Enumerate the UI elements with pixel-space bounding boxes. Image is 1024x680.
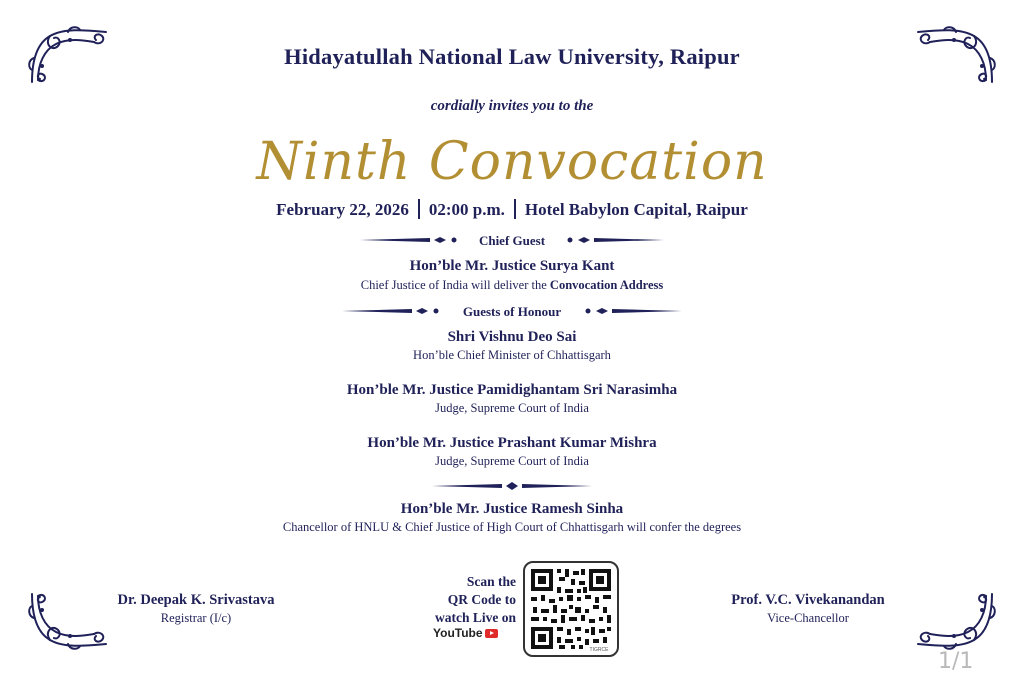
corner-ornament-bottom-right xyxy=(910,586,1000,654)
registrar-title: Registrar (I/c) xyxy=(160,611,232,625)
details-separator xyxy=(418,199,420,219)
qr-watermark-label: TIGRCE xyxy=(589,647,609,653)
guest-name: Shri Vishnu Deo Sai xyxy=(447,329,577,345)
qr-code[interactable] xyxy=(523,561,619,657)
event-date: February 22, 2026 xyxy=(276,200,409,219)
youtube-label xyxy=(433,626,498,640)
youtube-play-icon xyxy=(485,629,498,638)
divider-right-chief-guest xyxy=(564,234,664,246)
chancellor-name: Hon’ble Mr. Justice Ramesh Sinha xyxy=(400,501,624,517)
scan-line: Scan the xyxy=(466,574,516,589)
guest-role: Judge, Supreme Court of India xyxy=(435,454,589,468)
scan-line: QR Code to xyxy=(447,592,516,607)
invite-line: cordially invites you to the xyxy=(430,98,594,114)
divider-chancellor xyxy=(432,480,592,492)
qr-code-pattern xyxy=(525,563,617,655)
page-indicator: 1/1 xyxy=(938,649,974,674)
event-title: Ninth Convocation xyxy=(256,132,768,192)
youtube-text: YouTube xyxy=(433,626,483,640)
event-venue: Hotel Babylon Capital, Raipur xyxy=(524,200,748,219)
details-separator xyxy=(514,199,516,219)
event-time: 02:00 p.m. xyxy=(428,200,505,219)
guest-role: Judge, Supreme Court of India xyxy=(435,401,589,415)
registrar-name: Dr. Deepak K. Srivastava xyxy=(117,592,275,608)
vice-chancellor-title: Vice-Chancellor xyxy=(767,611,849,625)
vice-chancellor-signature-block xyxy=(706,592,910,626)
chief-guest-heading: Chief Guest xyxy=(478,233,546,248)
university-name: Hidayatullah National Law University, Raipur xyxy=(284,44,740,69)
chief-guest-role xyxy=(0,278,1024,293)
chief-guest-role-text: Chief Justice of India will deliver the xyxy=(360,278,547,292)
convocation-address-text: Convocation Address xyxy=(549,278,664,292)
divider-right-guests-of-honour xyxy=(582,305,682,317)
scan-instructions xyxy=(400,573,516,627)
guests-of-honour-heading: Guests of Honour xyxy=(462,304,562,319)
chancellor-role: Chancellor of HNLU & Chief Justice of High Court of Chhattisgarh will confer the degrees xyxy=(282,520,742,534)
scan-line: watch Live on xyxy=(435,610,516,625)
event-details xyxy=(0,199,1024,220)
registrar-signature-block xyxy=(98,592,294,626)
guest-name: Hon’ble Mr. Justice Prashant Kumar Mishra xyxy=(367,435,657,451)
chief-guest-name: Hon’ble Mr. Justice Surya Kant xyxy=(409,258,615,274)
guest-name: Hon’ble Mr. Justice Pamidighantam Sri Narasimha xyxy=(346,382,678,398)
guest-role: Hon’ble Chief Minister of Chhattisgarh xyxy=(413,348,611,362)
vice-chancellor-name: Prof. V.C. Vivekanandan xyxy=(731,592,885,608)
